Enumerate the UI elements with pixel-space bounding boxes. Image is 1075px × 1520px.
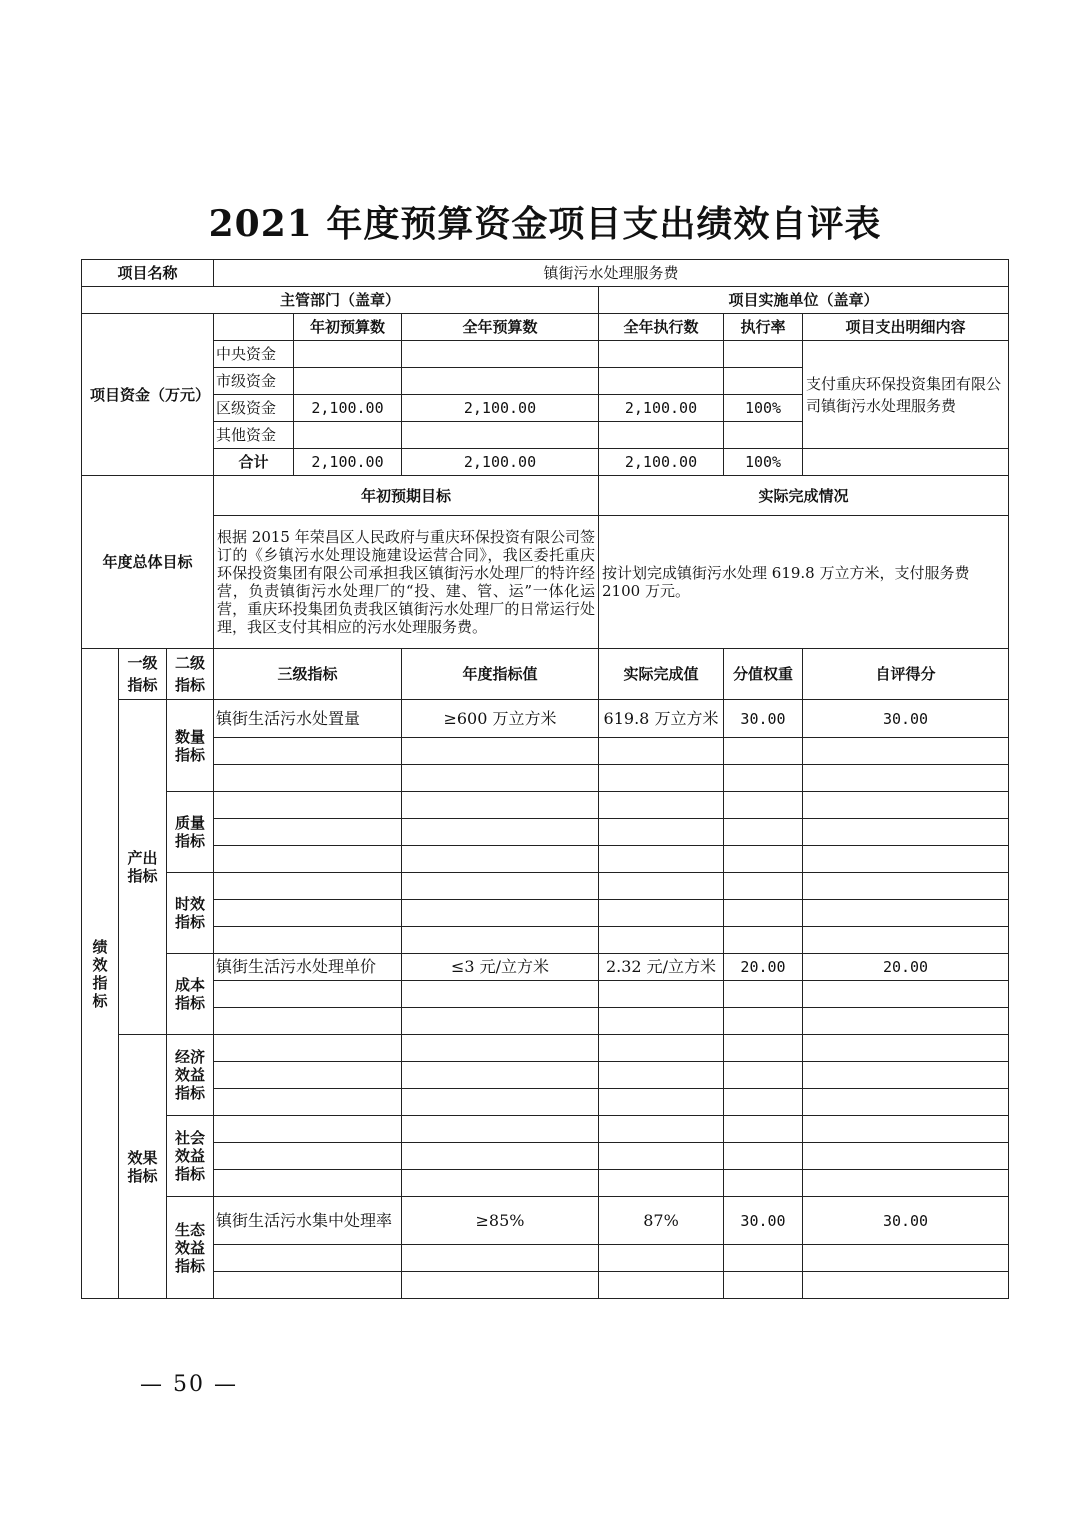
empty-cell	[599, 846, 724, 873]
level1-effect: 效果指标	[119, 1035, 167, 1299]
goal-label: 年度总体目标	[82, 476, 214, 649]
empty-cell	[599, 873, 724, 900]
empty-cell	[214, 900, 402, 927]
empty-cell	[724, 1272, 803, 1299]
goal-expected-header: 年初预期目标	[214, 476, 599, 516]
empty-cell	[402, 981, 599, 1008]
funds-row-executed	[599, 422, 724, 449]
indicator-score: 30.00	[803, 1197, 1009, 1245]
empty-cell	[724, 738, 803, 765]
funds-detail-blank	[803, 449, 1009, 476]
level2-quantity: 数量指标	[167, 700, 214, 792]
funds-row-executed: 2,100.00	[599, 395, 724, 422]
funds-row-annual	[402, 341, 599, 368]
level2-quality: 质量指标	[167, 792, 214, 873]
level2-social: 社会效益指标	[167, 1116, 214, 1197]
funds-row-name: 区级资金	[214, 395, 294, 422]
empty-cell	[724, 846, 803, 873]
funds-detail: 支付重庆环保投资集团有限公司镇街污水处理服务费	[803, 341, 1009, 449]
empty-cell	[803, 792, 1009, 819]
empty-cell	[402, 1143, 599, 1170]
empty-cell	[599, 792, 724, 819]
impl-unit-label: 项目实施单位（盖章）	[599, 287, 1009, 314]
empty-cell	[803, 1170, 1009, 1197]
dept-label: 主管部门（盖章）	[82, 287, 599, 314]
empty-cell	[214, 738, 402, 765]
empty-cell	[214, 1245, 402, 1272]
empty-cell	[402, 846, 599, 873]
level1-output: 产出指标	[119, 700, 167, 1035]
page-number: — 50 —	[140, 1372, 238, 1397]
funds-row-annual	[402, 422, 599, 449]
ind-header-level3: 三级指标	[214, 649, 402, 700]
empty-cell	[599, 900, 724, 927]
funds-row-initial	[294, 341, 402, 368]
funds-header-annual: 全年预算数	[402, 314, 599, 341]
empty-cell	[214, 792, 402, 819]
empty-cell	[599, 981, 724, 1008]
indicator-weight: 20.00	[724, 954, 803, 981]
funds-row-initial	[294, 422, 402, 449]
empty-cell	[803, 846, 1009, 873]
indicator-name: 镇街生活污水集中处理率	[214, 1197, 402, 1245]
funds-row-rate	[724, 341, 803, 368]
empty-cell	[803, 873, 1009, 900]
empty-cell	[724, 927, 803, 954]
empty-cell	[724, 1170, 803, 1197]
empty-cell	[803, 927, 1009, 954]
empty-cell	[214, 1062, 402, 1089]
goal-actual-text: 按计划完成镇街污水处理 619.8 万立方米，支付服务费 2100 万元。	[599, 516, 1009, 649]
empty-cell	[803, 1143, 1009, 1170]
empty-cell	[724, 873, 803, 900]
funds-row-initial	[294, 368, 402, 395]
empty-cell	[724, 1116, 803, 1143]
empty-cell	[599, 927, 724, 954]
ind-header-level2: 二级指标	[167, 649, 214, 700]
empty-cell	[402, 873, 599, 900]
empty-cell	[803, 1062, 1009, 1089]
goal-actual-header: 实际完成情况	[599, 476, 1009, 516]
empty-cell	[803, 1272, 1009, 1299]
empty-cell	[214, 981, 402, 1008]
empty-cell	[724, 1008, 803, 1035]
funds-row-initial: 2,100.00	[294, 395, 402, 422]
empty-cell	[803, 1008, 1009, 1035]
empty-cell	[803, 1035, 1009, 1062]
empty-cell	[599, 1062, 724, 1089]
empty-cell	[402, 792, 599, 819]
empty-cell	[724, 1143, 803, 1170]
empty-cell	[803, 981, 1009, 1008]
empty-cell	[402, 765, 599, 792]
funds-header-detail: 项目支出明细内容	[803, 314, 1009, 341]
ind-header-actual: 实际完成值	[599, 649, 724, 700]
funds-row-executed	[599, 341, 724, 368]
empty-cell	[214, 1089, 402, 1116]
empty-cell	[803, 819, 1009, 846]
funds-row-annual	[402, 368, 599, 395]
empty-cell	[724, 1245, 803, 1272]
empty-cell	[803, 1089, 1009, 1116]
empty-cell	[803, 1116, 1009, 1143]
indicator-actual: 2.32 元/立方米	[599, 954, 724, 981]
empty-cell	[214, 846, 402, 873]
empty-cell	[402, 1008, 599, 1035]
funds-total-initial: 2,100.00	[294, 449, 402, 476]
indicator-actual: 619.8 万立方米	[599, 700, 724, 738]
empty-cell	[724, 819, 803, 846]
empty-cell	[214, 1143, 402, 1170]
empty-cell	[599, 1272, 724, 1299]
empty-cell	[214, 819, 402, 846]
level2-ecological: 生态效益指标	[167, 1197, 214, 1299]
empty-cell	[599, 1089, 724, 1116]
empty-cell	[214, 927, 402, 954]
indicator-actual: 87%	[599, 1197, 724, 1245]
indicator-weight: 30.00	[724, 1197, 803, 1245]
funds-header-blank	[214, 314, 294, 341]
empty-cell	[402, 927, 599, 954]
empty-cell	[214, 1272, 402, 1299]
funds-total-annual: 2,100.00	[402, 449, 599, 476]
goal-expected-text: 根据 2015 年荣昌区人民政府与重庆环保投资有限公司签订的《乡镇污水处理设施建设运营合同》，我区委托重庆环保投资集团有限公司承担我区镇街污水处理厂的特许经营，负责镇街污水处理厂的“投、建、管、运”一体化运营，重庆环投集团负责我区镇街污水处理厂的日常运行处理，我区支付其相应的污水处理服务费。	[214, 516, 599, 649]
empty-cell	[724, 792, 803, 819]
empty-cell	[803, 765, 1009, 792]
empty-cell	[599, 819, 724, 846]
indicator-name: 镇街生活污水处置量	[214, 700, 402, 738]
indicator-target: ≤3 元/立方米	[402, 954, 599, 981]
performance-evaluation-table	[81, 259, 1009, 1299]
level2-economic: 经济效益指标	[167, 1035, 214, 1116]
empty-cell	[599, 765, 724, 792]
funds-total-executed: 2,100.00	[599, 449, 724, 476]
empty-cell	[214, 1035, 402, 1062]
empty-cell	[214, 1116, 402, 1143]
empty-cell	[402, 900, 599, 927]
funds-label: 项目资金（万元）	[82, 314, 214, 476]
indicator-weight: 30.00	[724, 700, 803, 738]
indicators-section-label: 绩效指标	[82, 649, 119, 1299]
funds-total-label: 合计	[214, 449, 294, 476]
empty-cell	[402, 819, 599, 846]
ind-header-weight: 分值权重	[724, 649, 803, 700]
empty-cell	[402, 1116, 599, 1143]
funds-row-executed	[599, 368, 724, 395]
empty-cell	[402, 1035, 599, 1062]
ind-header-level1: 一级指标	[119, 649, 167, 700]
funds-row-name: 市级资金	[214, 368, 294, 395]
indicator-name: 镇街生活污水处理单价	[214, 954, 402, 981]
empty-cell	[402, 1245, 599, 1272]
empty-cell	[724, 765, 803, 792]
level2-timeliness: 时效指标	[167, 873, 214, 954]
empty-cell	[402, 1062, 599, 1089]
empty-cell	[599, 1170, 724, 1197]
funds-row-name: 其他资金	[214, 422, 294, 449]
indicator-target: ≥600 万立方米	[402, 700, 599, 738]
project-name-label: 项目名称	[82, 260, 214, 287]
funds-row-annual: 2,100.00	[402, 395, 599, 422]
empty-cell	[214, 1170, 402, 1197]
ind-header-target: 年度指标值	[402, 649, 599, 700]
funds-row-name: 中央资金	[214, 341, 294, 368]
empty-cell	[402, 1170, 599, 1197]
empty-cell	[803, 900, 1009, 927]
empty-cell	[599, 1008, 724, 1035]
empty-cell	[599, 1116, 724, 1143]
funds-header-initial: 年初预算数	[294, 314, 402, 341]
project-name-value: 镇街污水处理服务费	[214, 260, 1009, 287]
empty-cell	[599, 1143, 724, 1170]
funds-header-executed: 全年执行数	[599, 314, 724, 341]
funds-row-rate: 100%	[724, 395, 803, 422]
empty-cell	[214, 873, 402, 900]
indicator-target: ≥85%	[402, 1197, 599, 1245]
empty-cell	[724, 981, 803, 1008]
indicator-score: 30.00	[803, 700, 1009, 738]
empty-cell	[724, 1062, 803, 1089]
empty-cell	[599, 1035, 724, 1062]
empty-cell	[803, 1245, 1009, 1272]
funds-header-rate: 执行率	[724, 314, 803, 341]
indicator-score: 20.00	[803, 954, 1009, 981]
empty-cell	[599, 738, 724, 765]
empty-cell	[724, 900, 803, 927]
empty-cell	[724, 1035, 803, 1062]
empty-cell	[214, 1008, 402, 1035]
funds-row-rate	[724, 368, 803, 395]
empty-cell	[599, 1245, 724, 1272]
empty-cell	[402, 738, 599, 765]
empty-cell	[402, 1089, 599, 1116]
level2-cost: 成本指标	[167, 954, 214, 1035]
empty-cell	[214, 765, 402, 792]
empty-cell	[724, 1089, 803, 1116]
empty-cell	[402, 1272, 599, 1299]
funds-row-rate	[724, 422, 803, 449]
empty-cell	[803, 738, 1009, 765]
funds-total-rate: 100%	[724, 449, 803, 476]
ind-header-score: 自评得分	[803, 649, 1009, 700]
document-title: 2021 年度预算资金项目支出绩效自评表	[208, 203, 882, 245]
